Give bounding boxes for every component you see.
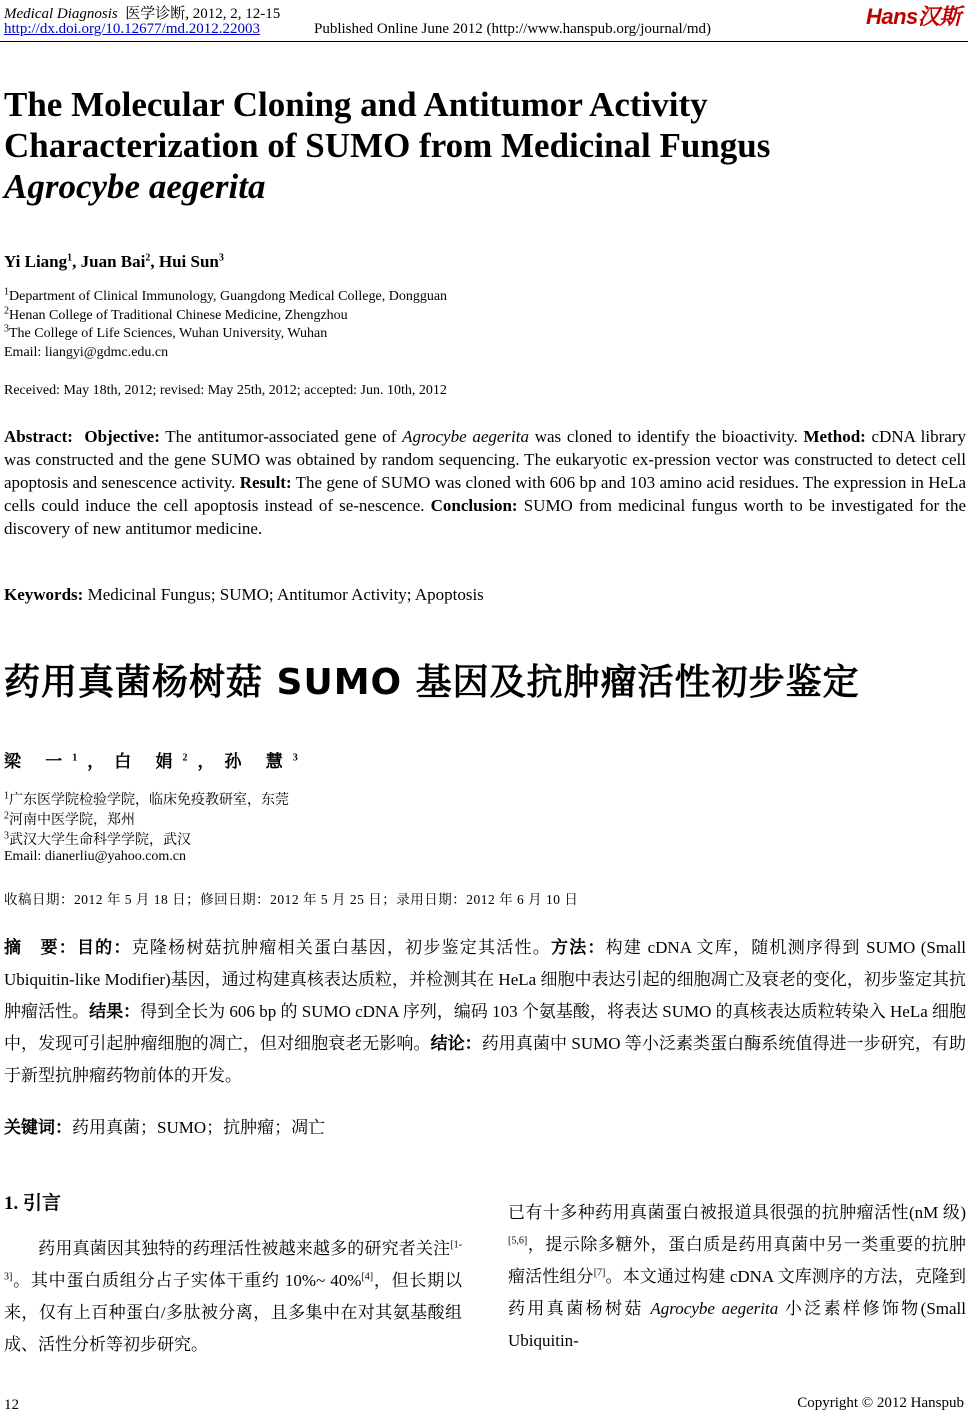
author-list: Yi Liang$^1$, Juan Bai$^2$, Hui Sun$^3$ xyxy=(4,252,224,271)
title-line-2: Characterization of SUMO from Medicinal Fungus xyxy=(4,126,771,165)
cn-received-dates: 收稿日期：2012 年 5 月 18 日；修回日期：2012 年 5 月 25 日；录用日期：2012 年 6 月 10 日 xyxy=(4,892,579,907)
keywords: Keywords: Medicinal Fungus; SUMO; Antitumor Activity; Apoptosis xyxy=(4,585,484,604)
title-line-3: Agrocybe aegerita xyxy=(4,167,266,206)
title-line-1: The Molecular Cloning and Antitumor Activity xyxy=(4,85,708,124)
cn-title: 药用真菌杨树菇 SUMO 基因及抗肿瘤活性初步鉴定 xyxy=(4,662,860,703)
author-name: Hui Sun xyxy=(158,252,219,271)
citation: [1-3] xyxy=(4,1239,462,1283)
journal-volume: , 2012, 2, 12-15 xyxy=(185,6,281,22)
citation: [7] xyxy=(593,1267,606,1279)
citation: [4] xyxy=(361,1271,374,1283)
author-name: Juan Bai xyxy=(80,252,146,271)
journal-name-cn: 医学诊断 xyxy=(125,6,186,22)
cn-affiliation: $^3$武汉大学生命科学学院，武汉 xyxy=(4,830,191,848)
cn-abstract: 摘 要：目的：克隆杨树菇抗肿瘤相关蛋白基因，初步鉴定其活性。方法：构建 cDNA 文库，随机测序得到 SUMO (Small Ubiquitin-like Modifier)基因，通过构建真核表达质粒，并检测其在 HeLa 细胞中表达引起的细胞凋亡及衰老的变化，初步鉴定其抗肿瘤活性。结果：得到全长为 606 bp 的 SUMO cDNA 序列，编码 103 个氨基酸，将表达 SUMO 的真核表达质粒转染入 HeLa 细胞中，发现可引起肿瘤细胞的凋亡，但对细胞衰老无影响。结论：药用真菌中 SUMO 等小泛素类蛋白酶系统值得进一步研究，有助于新型抗肿瘤药物前体的开发。 xyxy=(4,938,967,1085)
author-email: Email: liangyi@gdmc.edu.cn xyxy=(4,345,169,360)
affiliation: $^2$Henan College of Traditional Chinese Medicine, Zhengzhou xyxy=(4,305,348,323)
received-dates: Received: May 18th, 2012; revised: May 25th, 2012; accepted: Jun. 10th, 2012 xyxy=(4,383,447,398)
affiliation: $^1$Department of Clinical Immunology, Guangdong Medical College, Dongguan xyxy=(4,286,448,304)
journal-name: Medical Diagnosis xyxy=(4,6,118,22)
page-number: 12 xyxy=(4,1397,19,1413)
author-sup: 1 xyxy=(67,252,73,264)
section-heading: 1. 引言 xyxy=(4,1193,62,1214)
copyright: Copyright © 2012 Hanspub xyxy=(797,1395,964,1411)
cn-email: Email: dianerliu@yahoo.com.cn xyxy=(4,849,187,864)
species-name: Agrocybe aegerita xyxy=(650,1299,779,1318)
cn-affiliation: $^1$广东医学院检验学院，临床免疫教研室，东莞 xyxy=(4,790,289,808)
abstract: Abstract: Objective: The antitumor-associated gene of Agrocybe aegerita was cloned to identify the bioactivity. Method: cDNA library was constructed and the gene SUMO was obtained by random sequencing. The eukaryotic ex-pression vector was constructed to detect cell apoptosis and senescence activity. Result: The gene of SUMO was cloned with 606 bp and 103 amino acid residues. The expression in HeLa cells could induce the cell apoptosis instead of se-nescence. Conclusion: SUMO from medicinal fungus worth to be investigated for the discovery of new antitumor medicine. xyxy=(4,427,967,538)
species-name: Agrocybe aegerita xyxy=(402,427,529,446)
paper-title xyxy=(4,84,964,207)
journal-header xyxy=(4,2,280,23)
body-column-left: 药用真菌因其独特的药理活性被越来越多的研究者关注[1-3]。其中蛋白质组分占子实体干重约 10%~ 40%[4]，但长期以来，仅有上百种蛋白/多肽被分离，且多集中在对其氨基酸组成、活性分析等初步研究。 xyxy=(4,1239,462,1354)
cn-affiliation: $^2$河南中医学院，郑州 xyxy=(4,810,135,828)
author-sup: 3 xyxy=(218,252,224,264)
affiliation: $^3$The College of Life Sciences, Wuhan University, Wuhan xyxy=(4,323,328,341)
author-sup: 2 xyxy=(145,252,151,264)
header-divider xyxy=(0,41,968,42)
hans-logo: Hans汉斯 xyxy=(866,4,961,29)
citation: [5,6] xyxy=(508,1235,528,1247)
author-name: Yi Liang xyxy=(4,252,68,271)
cn-author-list: 梁 一$^1$，白 娟$^2$，孙 慧$^3$ xyxy=(4,752,308,771)
doi-link[interactable]: http://dx.doi.org/10.12677/md.2012.22003 xyxy=(4,21,260,37)
body-column-right: 已有十多种药用真菌蛋白被报道具很强的抗肿瘤活性(nM 级)[5,6]，提示除多糖外，蛋白质是药用真菌中另一类重要的抗肿瘤活性组分[7]。本文通过构建 cDNA 文库测序的方法，克隆到药用真菌杨树菇 Agrocybe aegerita 小泛素样修饰物(Small Ubiquitin- xyxy=(508,1203,967,1350)
published-line: Published Online June 2012 (http://www.hanspub.org/journal/md) xyxy=(314,21,712,37)
cn-keywords: 关键词：药用真菌；SUMO；抗肿瘤；凋亡 xyxy=(4,1118,326,1137)
